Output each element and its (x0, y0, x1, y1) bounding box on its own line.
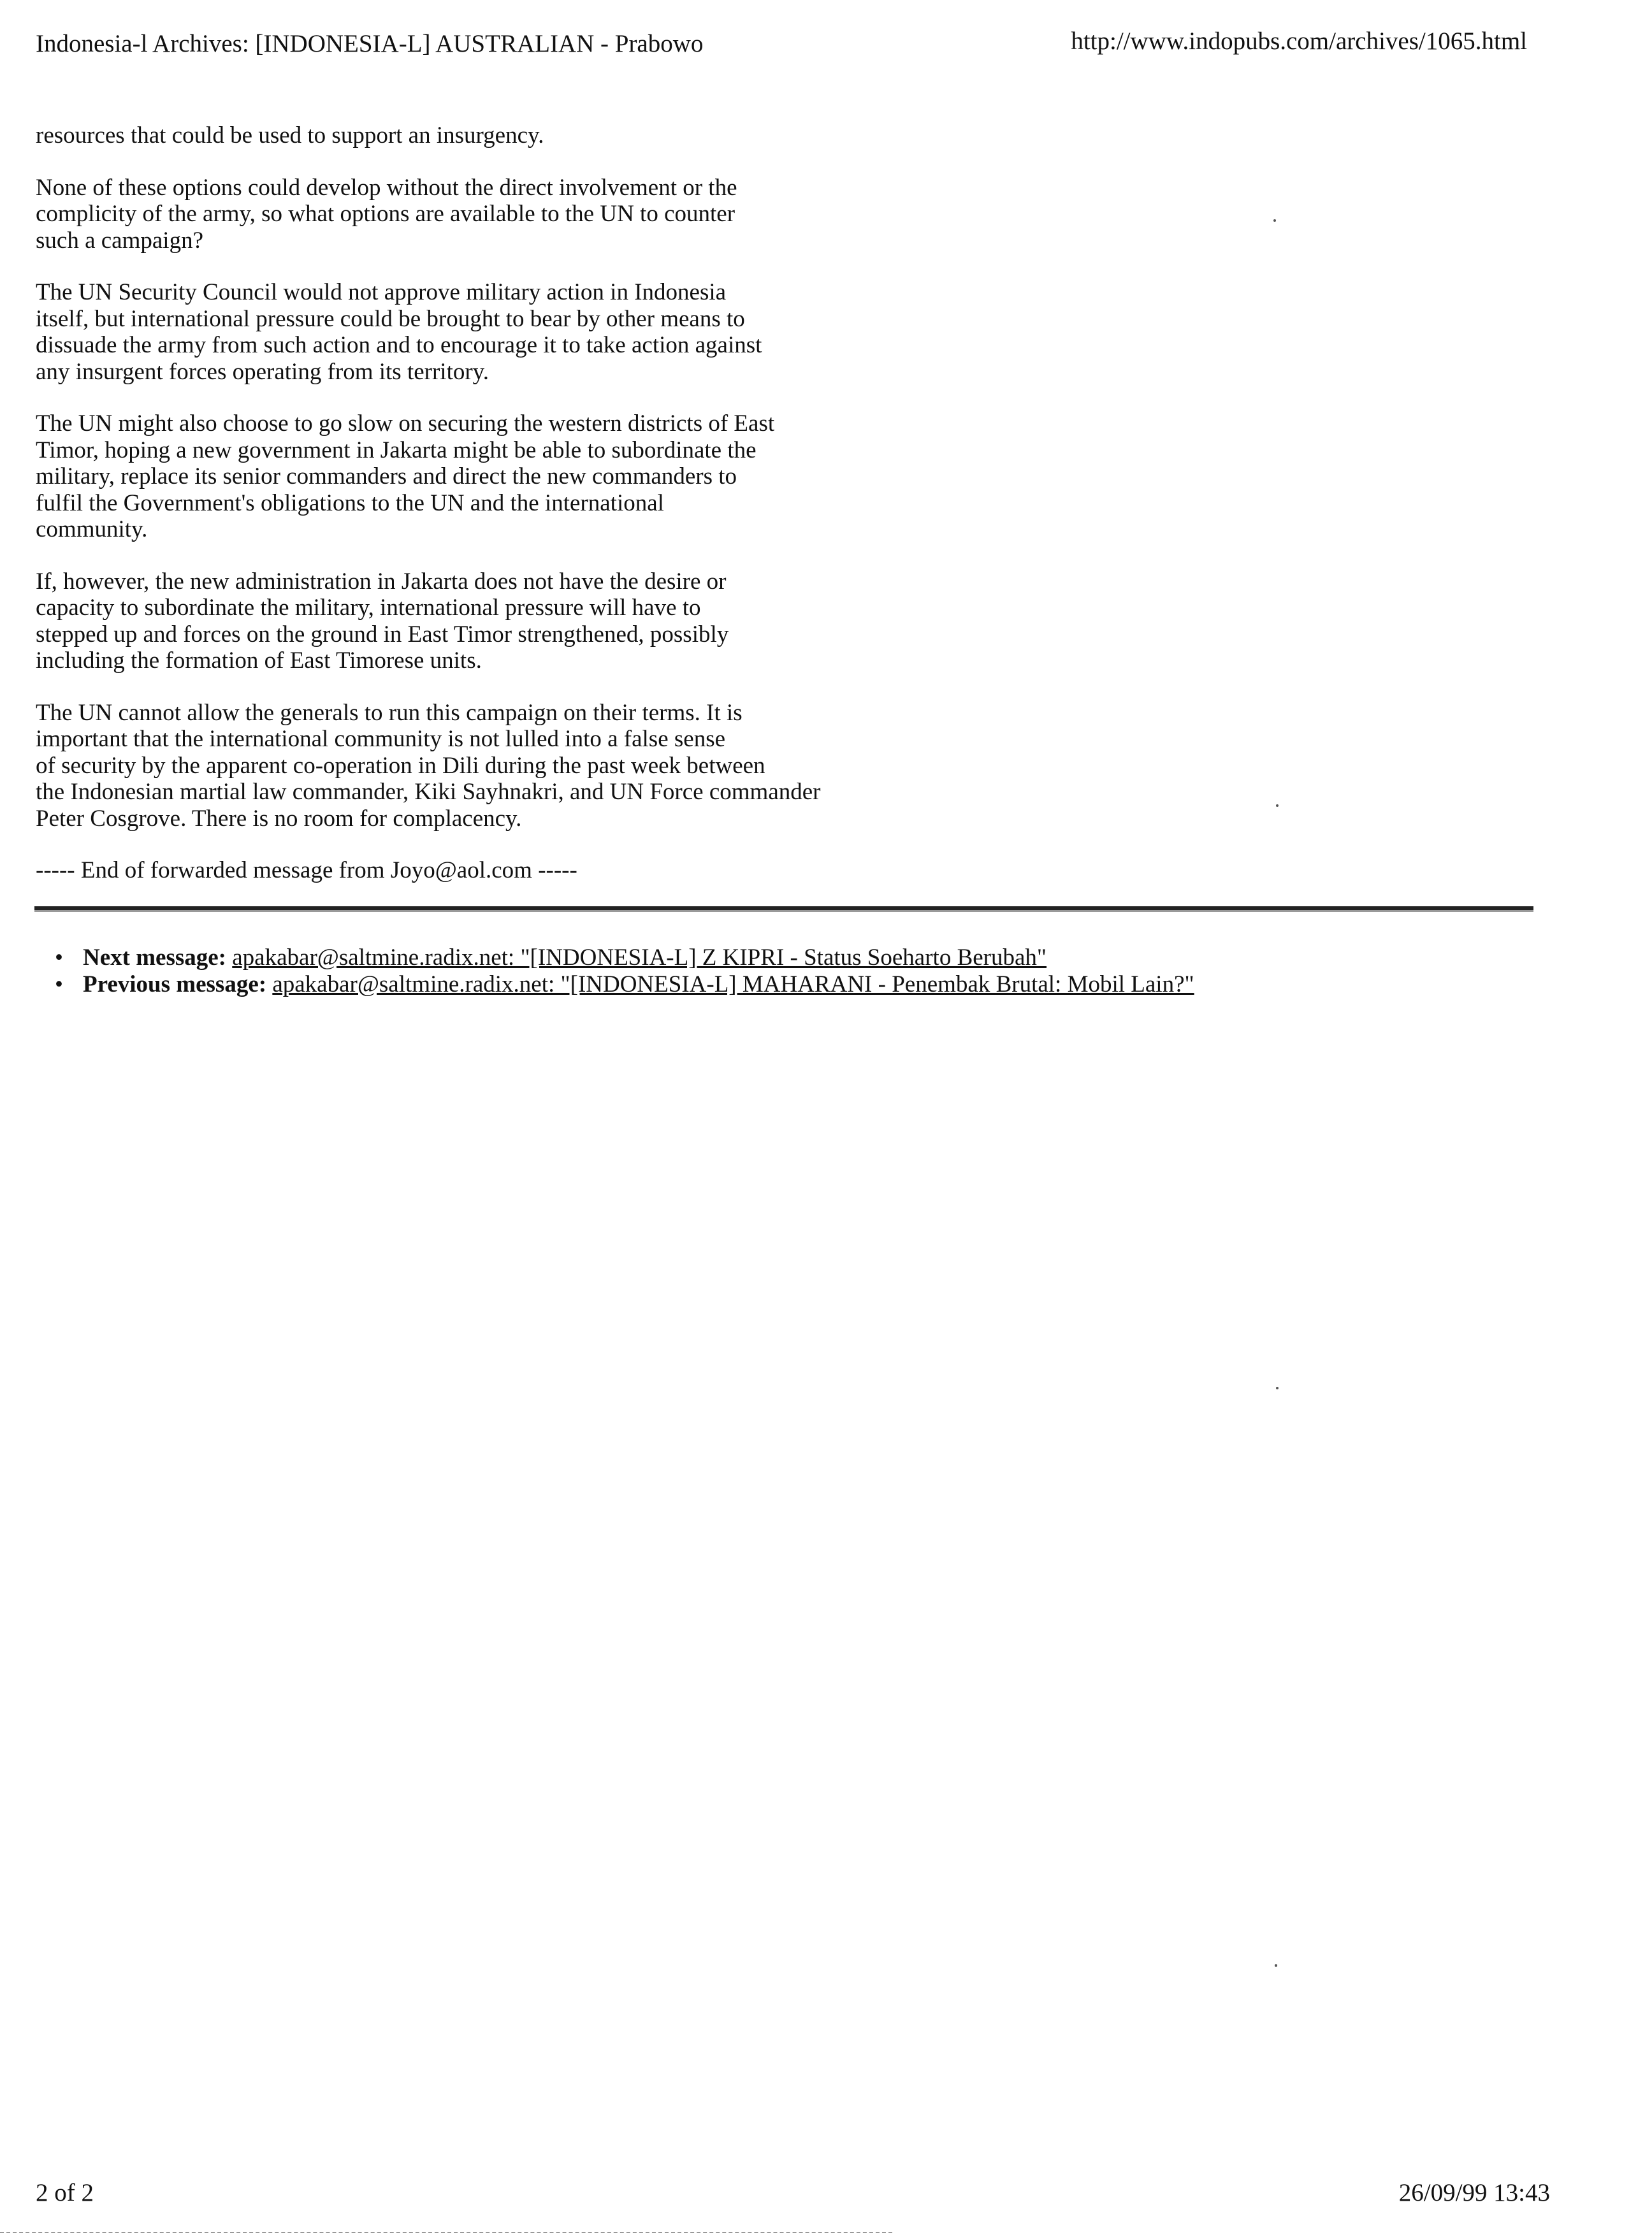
page-header-title: Indonesia-l Archives: [INDONESIA-L] AUSTRALIAN - Prabowo (36, 30, 704, 57)
page-header-url: http://www.indopubs.com/archives/1065.html (1071, 27, 1527, 55)
scan-edge-artifact (0, 2232, 892, 2233)
horizontal-rule (34, 906, 1533, 912)
body-paragraph-3: The UN Security Council would not approve military action in Indonesia itself, but international pressure could be brought to bear by other means to dissuade the army from such action and to encourage it to take action against any insurgent forces operating from its territory. (36, 279, 762, 385)
message-navigation (55, 945, 1194, 998)
bullet-icon: • (55, 945, 63, 971)
previous-message-item (55, 971, 1194, 998)
bullet-icon: • (55, 971, 63, 997)
next-message-label: Next message: (83, 945, 226, 971)
next-message-item (55, 945, 1194, 971)
next-message-link[interactable]: apakabar@saltmine.radix.net: "[INDONESIA-L] Z KIPRI - Status Soeharto Berubah" (232, 945, 1047, 971)
scan-speck (1276, 804, 1279, 807)
body-paragraph-5: If, however, the new administration in Jakarta does not have the desire or capacity to subordinate the military, international pressure will have to stepped up and forces on the ground in East Timor strengthened, possibly including the formation of East Timorese units. (36, 568, 729, 674)
scan-speck (1275, 1964, 1277, 1967)
body-paragraph-6: The UN cannot allow the generals to run this campaign on their terms. It is important that the international community is not lulled into a false sense of security by the apparent co-operation in Dili during the past week between the Indonesian martial law commander, Kiki Sayhnakri, and UN Force commander Peter Cosgrove. There is no room for complacency. (36, 699, 821, 832)
forward-end-marker: ----- End of forwarded message from Joyo@aol.com ----- (36, 857, 577, 883)
scan-speck (1273, 219, 1276, 222)
previous-message-label: Previous message: (83, 971, 267, 997)
body-paragraph-1: resources that could be used to support an insurgency. (36, 122, 544, 148)
previous-message-link[interactable]: apakabar@saltmine.radix.net: "[INDONESIA-L] MAHARANI - Penembak Brutal: Mobil Lain?" (272, 971, 1194, 997)
scan-speck (1276, 1387, 1279, 1389)
message-body (36, 122, 979, 884)
body-paragraph-2: None of these options could develop without the direct involvement or the complicity of the army, so what options are available to the UN to counter such a campaign? (36, 174, 737, 254)
body-paragraph-4: The UN might also choose to go slow on securing the western districts of East Timor, hoping a new government in Jakarta might be able to subordinate the military, replace its senior commanders and direct the new commanders to fulfil the Government's obligations to the UN and the international community. (36, 410, 775, 542)
print-datetime: 26/09/99 13:43 (1398, 2179, 1550, 2206)
page-number: 2 of 2 (36, 2179, 94, 2206)
